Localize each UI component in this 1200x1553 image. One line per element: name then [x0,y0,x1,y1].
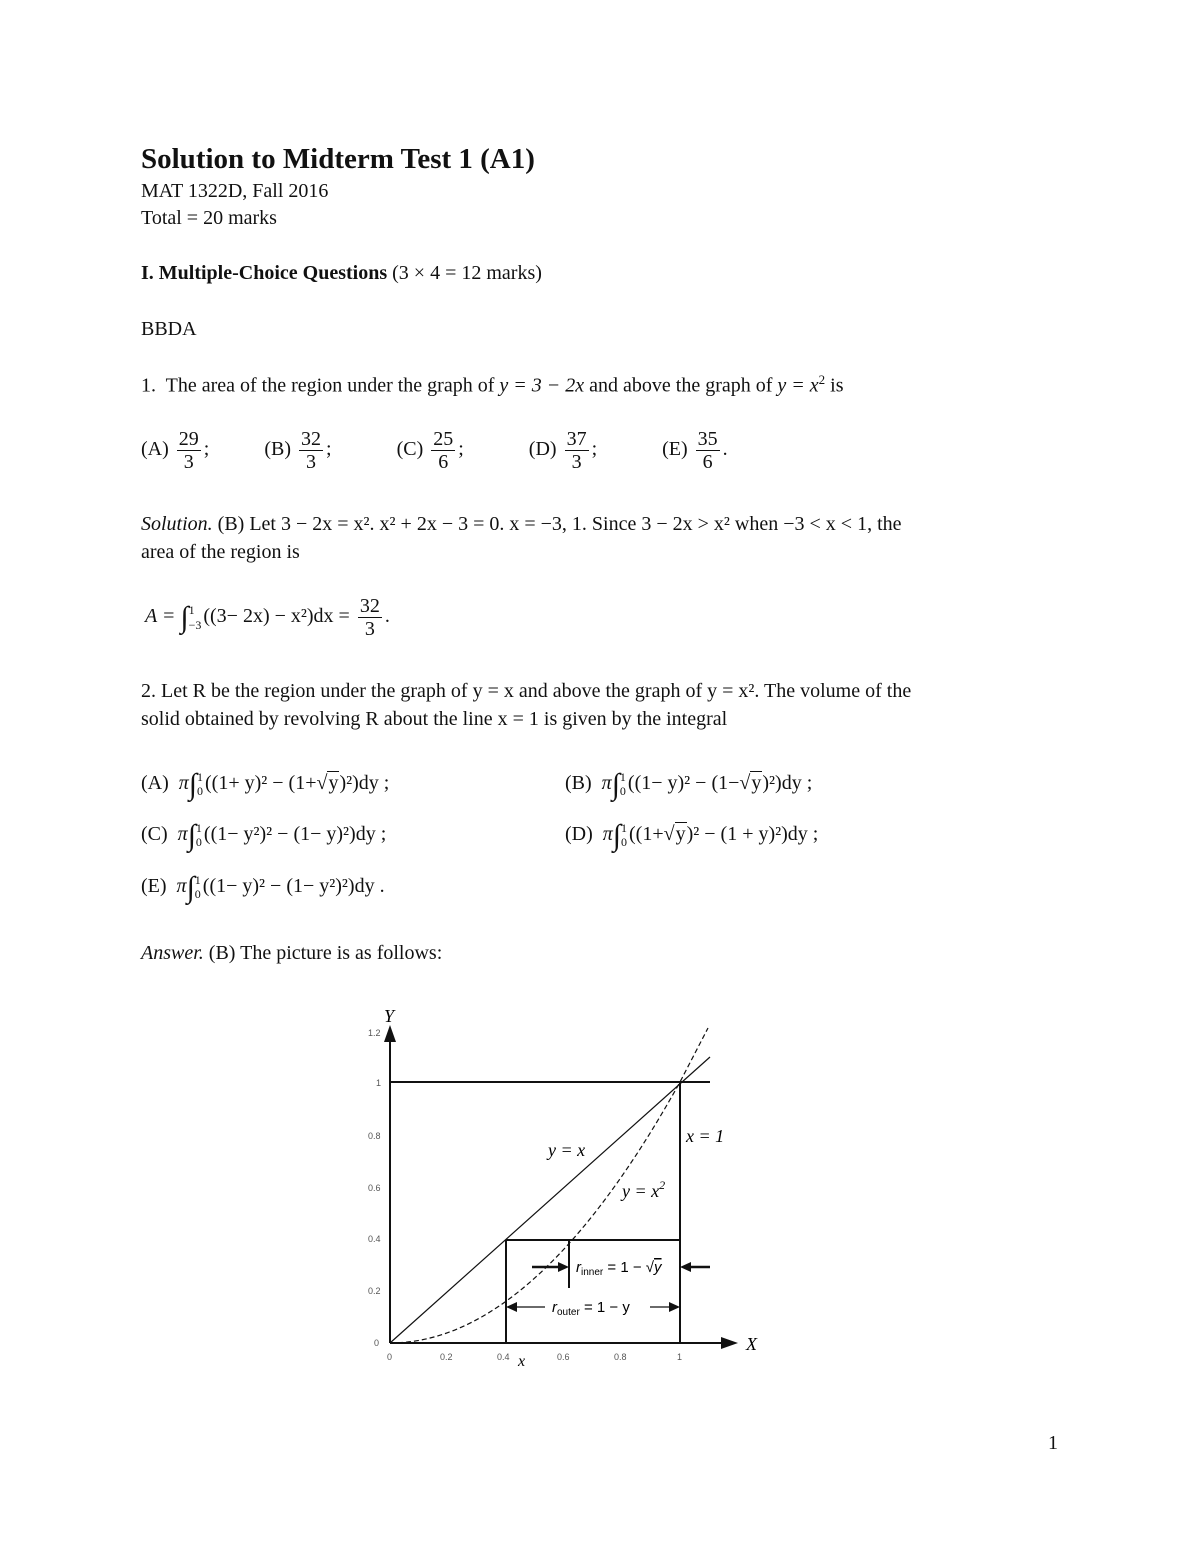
fraction [696,428,720,473]
area-end: . [384,605,390,628]
label-outer [552,1299,630,1318]
choice-label: (A) [141,438,169,461]
choice-pre: ((1− y²)² − (1− y)²)dy ; [203,822,387,845]
label-parabola-exp: 2 [659,1178,666,1192]
choice-label: (C) [141,822,168,845]
choice-label: (E) [662,438,688,461]
pi-symbol: π [177,822,188,845]
numerator: 35 [697,428,718,450]
integral-sign: ∫ [187,818,196,852]
inner-arrowhead-right [680,1262,691,1272]
page-number: 1 [1048,1432,1058,1454]
course-line: MAT 1322D, Fall 2016 [141,180,329,202]
q1-stem-a: The area of the region under the graph of [165,374,500,397]
x-axis-label: X [746,1334,757,1354]
integral-sign: ∫ [180,601,189,634]
choice-post: )²)dy ; [762,771,813,794]
area-integrand: ((3− 2x) − x²)dx = [203,605,350,628]
q1-choice-c [397,428,464,473]
denominator: 6 [702,451,713,473]
fraction [177,428,201,473]
x-tick-1: 1 [677,1352,683,1362]
q1-stem-b: and above the graph of [584,374,778,397]
choice-end: ; [458,438,464,461]
integral-sign: ∫ [188,767,198,801]
choice-label: (C) [396,438,424,461]
denominator: 6 [438,451,449,473]
q1-stem-c: is [825,374,844,397]
upper-limit: 1 [188,603,195,618]
label-inner-rhs: = 1 − [603,1259,646,1276]
y-tick-02: 0.2 [368,1286,381,1296]
q1-choice-b [264,428,331,473]
pi-symbol: π [176,874,187,897]
q2-line1: 2. Let R be the region under the graph of y = x and above the graph of y = x². The volume of the [141,680,912,702]
section-heading [141,262,542,285]
label-vertical: x = 1 [686,1126,725,1146]
x-tick-06: 0.6 [557,1352,570,1362]
denominator: 3 [306,451,316,473]
numerator: 32 [301,428,321,450]
region-figure [360,1000,780,1385]
q1-stem [141,372,844,398]
q1-choice-e [662,428,728,473]
q1-number: 1. [141,374,156,397]
label-line: y = x [548,1140,586,1160]
q2-line2: solid obtained by revolving R about the line x = 1 is given by the integral [141,708,728,730]
choice-label: (A) [141,771,169,794]
page-title: Solution to Midterm Test 1 (A1) [141,143,535,175]
pi-symbol: π [602,822,613,845]
q1-eq1: y = 3 − 2x [499,374,585,397]
label-inner-r: r [576,1259,581,1276]
choice-label: (D) [565,822,593,845]
q1-choices [141,428,728,473]
area-formula [145,595,390,640]
numerator: 32 [359,595,380,617]
q1-choice-a [141,428,209,473]
area-lhs: A = [145,605,176,628]
integral-limits [620,770,626,799]
line-y-equals-x [390,1057,710,1343]
x-axis-arrow [721,1337,738,1349]
integral-sign: ∫ [186,870,195,904]
fraction [565,428,589,473]
integral-sign: ∫ [612,818,622,852]
pi-symbol: π [601,771,612,794]
label-outer-r: r [552,1299,557,1316]
q2-choice-a: (A) π∫ 1 0 ((1+ y)² − (1+√y)²)dy ; [141,767,390,801]
integral-limits [195,873,201,902]
numerator: 25 [433,428,454,450]
integral-limits [196,821,202,850]
numerator: 29 [178,428,199,450]
q1-solution-line2: area of the region is [141,541,300,563]
q2-answer [141,942,442,965]
radicand: y [328,771,339,794]
q1-eq2: y = x [777,374,819,397]
y-tick-04: 0.4 [368,1234,381,1244]
upper-limit: 1 [197,770,204,784]
y-tick-12: 1.2 [368,1028,381,1038]
upper-limit: 1 [195,821,202,835]
x-tick-08: 0.8 [614,1352,627,1362]
choice-pre: ((1− y)² − (1− [627,771,740,794]
upper-limit: 1 [619,770,626,784]
choice-post: )² − (1 + y)²)dy ; [686,822,819,845]
area-fraction [358,595,382,640]
lower-limit: 0 [619,784,626,799]
answer-key: BBDA [141,318,197,340]
label-parabola-text: y = x [622,1181,660,1201]
lower-limit: 0 [195,835,202,850]
integral-limits [197,770,203,799]
y-tick-06: 0.6 [368,1183,381,1193]
total-marks: Total = 20 marks [141,207,277,229]
outer-arrowhead-right [669,1302,680,1312]
label-inner-sub: inner [581,1267,604,1278]
integral-limits [189,603,202,632]
q2-choice-e [141,870,385,904]
choice-label: (D) [528,438,557,461]
solution-text: (B) Let 3 − 2x = x². x² + 2x − 3 = 0. x = −3, 1. Since 3 − 2x > x² when −3 < x < 1, the [212,513,902,535]
radicand: y [751,771,762,794]
y-tick-0: 0 [374,1338,380,1348]
outer-arrowhead-left [506,1302,517,1312]
section-marks: (3 × 4 = 12 marks) [387,262,542,284]
integral-limits [621,821,627,850]
label-x-marker: x [518,1353,526,1370]
denominator: 3 [571,451,582,473]
choice-label: (B) [264,438,291,461]
choice-pre: ((1+ y)² − (1+ [205,771,317,794]
fraction [299,428,323,473]
radicand: y [675,822,686,845]
integral-sign: ∫ [611,767,620,801]
lower-limit: 0 [194,887,201,902]
label-parabola [620,1178,665,1201]
lower-limit: −3 [188,617,202,632]
choice-end: . [722,438,728,461]
q1-choice-d [529,428,597,473]
q1-eq2-exp: 2 [818,372,826,387]
y-axis-label: Y [384,1006,395,1026]
q2-choice-d: (D) π∫ 1 0 ((1+√y)² − (1 + y)²)dy ; [565,818,819,852]
solution-label: Solution. [141,513,213,535]
upper-limit: 1 [194,873,201,887]
fraction [431,428,455,473]
denominator: 3 [364,618,375,640]
choice-label: (B) [565,771,592,794]
label-inner: $r_{inner} = 1 - √y$ [576,1259,662,1278]
choice-end: ; [591,438,598,461]
upper-limit: 1 [621,821,628,835]
x-tick-0: 0 [387,1352,393,1362]
inner-arrowhead-left [558,1262,569,1272]
choice-end: ; [203,438,210,461]
label-outer-sub: outer [557,1307,580,1318]
y-axis-arrow [384,1025,396,1042]
label-outer-rhs: = 1 − y [579,1299,630,1316]
section-title: I. Multiple-Choice Questions [141,262,388,284]
choice-post: )²)dy ; [339,771,390,794]
q1-solution-line1 [141,513,902,536]
q2-choice-b: (B) π∫ 1 0 ((1− y)² − (1−√y)²)dy ; [565,767,813,801]
answer-text: (B) The picture is as follows: [203,942,443,964]
label-inner-rad: y [654,1259,662,1276]
numerator: 37 [566,428,587,450]
choice-label: (E) [141,874,167,897]
pi-symbol: π [178,771,189,794]
lower-limit: 0 [197,784,204,799]
x-tick-02: 0.2 [440,1352,453,1362]
choice-pre: ((1− y)² − (1− y²)²)dy . [202,874,385,897]
choice-pre: ((1+ [629,822,664,845]
x-tick-04: 0.4 [497,1352,510,1362]
lower-limit: 0 [621,835,628,850]
answer-label: Answer. [141,942,204,964]
denominator: 3 [183,451,194,473]
y-tick-08: 0.8 [368,1131,381,1141]
q2-choice-c [141,818,387,852]
choice-end: ; [326,438,332,461]
y-tick-1: 1 [376,1078,382,1088]
